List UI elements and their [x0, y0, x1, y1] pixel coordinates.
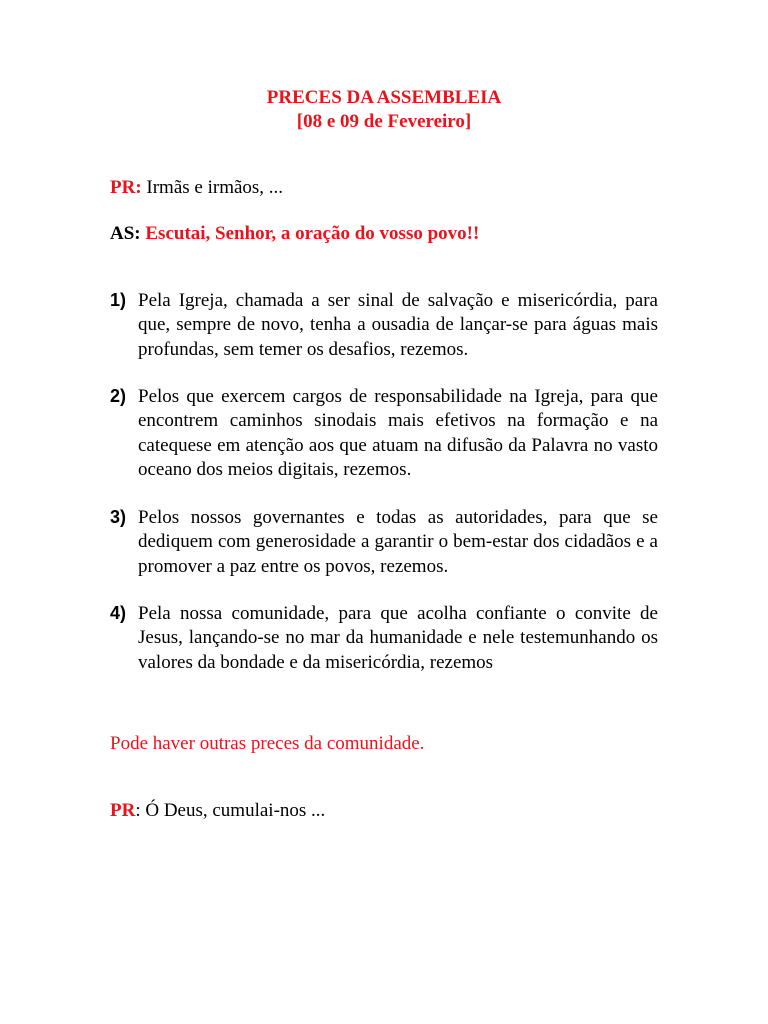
prayer-text: Pela Igreja, chamada a ser sinal de salvação e misericórdia, para que, sempre de novo, tenha a ousadia de lançar-se para águas mais profundas, sem temer os desafios, rezemos.: [138, 290, 658, 360]
presider-intro-line: [110, 176, 283, 200]
prayer-text: Pelos nossos governantes e todas as autoridades, para que se dediquem com generosidade a garantir o bem-estar dos cidadãos e a promover a paz entre os povos, rezemos.: [138, 507, 658, 577]
presider-intro-text: Irmãs e irmãos, ...: [141, 177, 284, 198]
community-note: Pode haver outras preces da comunidade.: [110, 733, 425, 754]
presider-label: PR:: [110, 177, 142, 198]
prayer-number: 3): [110, 507, 127, 527]
prayer-number: 4): [110, 603, 127, 623]
prayer-text: Pela nossa comunidade, para que acolha confiante o convite de Jesus, lançando-se no mar da humanidade e nele testemunhando os valores da bondade e da misericórdia, rezemos: [138, 603, 658, 673]
assembly-response-line: [110, 222, 479, 246]
page-title: PRECES DA ASSEMBLEIA: [266, 87, 502, 108]
prayer-number: 1): [110, 290, 127, 310]
closing-presider-label: PR: [110, 800, 136, 821]
assembly-response-text: Escutai, Senhor, a oração do vosso povo!!: [145, 223, 480, 244]
prayer-number: 2): [110, 386, 127, 406]
prayer-text: Pelos que exercem cargos de responsabilidade na Igreja, para que encontrem caminhos sinodais mais efetivos na formação e na catequese em atenção aos que atuam na difusão da Palavra no vasto oceano dos meios digitais, rezemos.: [138, 386, 658, 480]
page-subtitle: [08 e 09 de Fevereiro]: [296, 111, 472, 132]
presider-closing-line: [110, 799, 325, 823]
closing-text: : Ó Deus, cumulai-nos ...: [135, 800, 326, 821]
assembly-label: AS:: [110, 223, 141, 244]
